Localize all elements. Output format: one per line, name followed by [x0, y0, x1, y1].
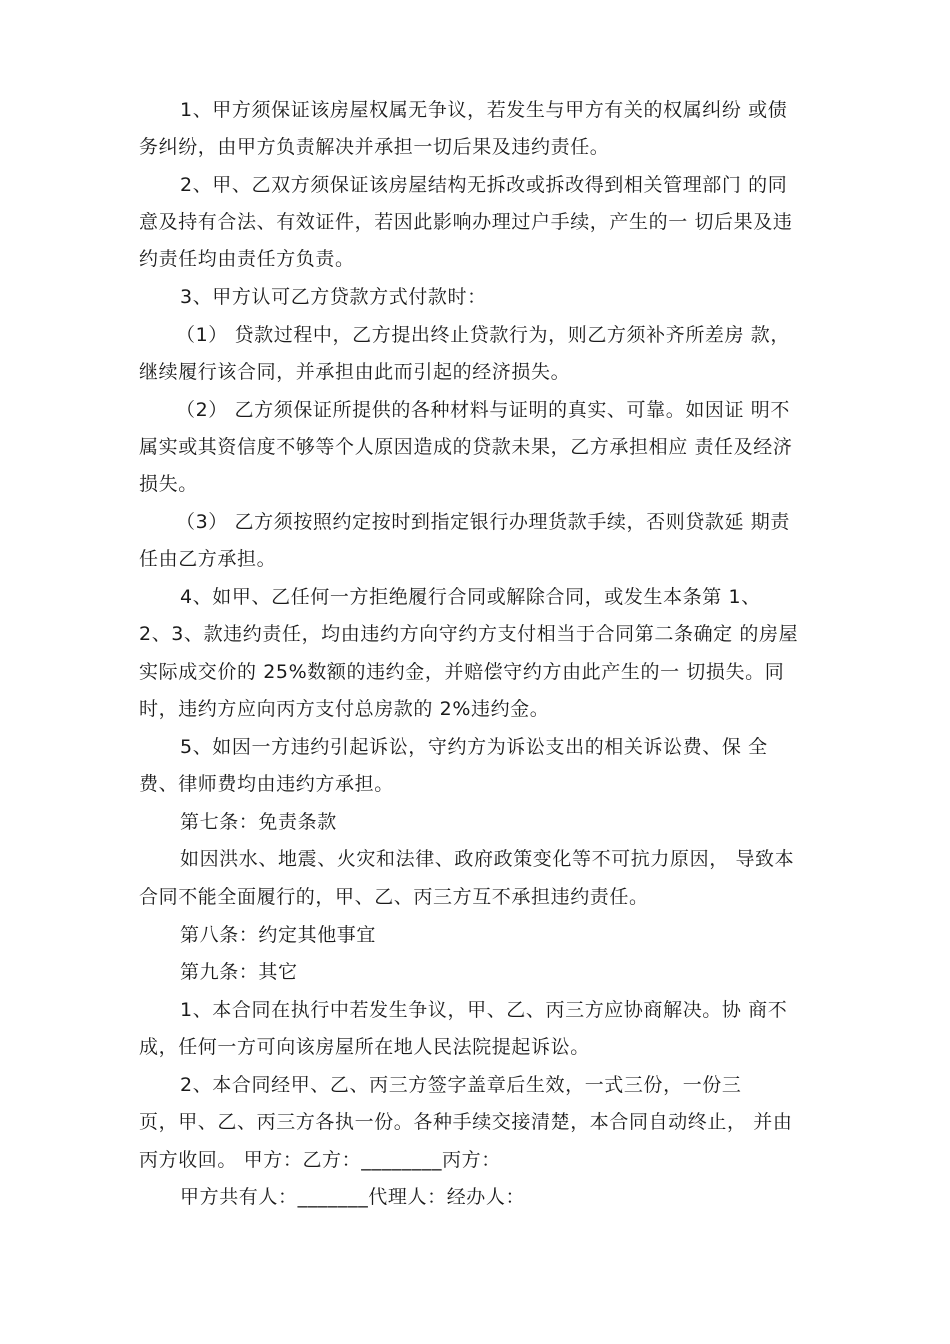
section-heading: 第七条：免责条款 [180, 811, 337, 833]
text-line: 页，甲、乙、丙三方各执一份。各种手续交接清楚，本合同自动终止， 并由 [139, 1111, 793, 1133]
text-line: 约责任均由责任方负责。 [139, 248, 355, 270]
text-line: 2、3、款违约责任，均由违约方向守约方支付相当于合同第二条确定 的房屋 [139, 623, 799, 645]
text-line: 费、律师费均由违约方承担。 [139, 773, 394, 795]
section-heading: 第九条：其它 [180, 961, 298, 983]
text-line: 损失。 [139, 473, 198, 495]
text-line: 继续履行该合同，并承担由此而引起的经济损失。 [139, 361, 571, 383]
signature-line: 甲方共有人：_______代理人：经办人： [180, 1186, 526, 1208]
text-line: （2） 乙方须保证所提供的各种材料与证明的真实、可靠。如因证 明不 [176, 399, 790, 421]
text-line: 属实或其资信度不够等个人原因造成的贷款未果，乙方承担相应 责任及经济 [139, 436, 793, 458]
text-line: 1、本合同在执行中若发生争议，甲、乙、丙三方应协商解决。协 商不 [180, 999, 788, 1021]
text-line: （3） 乙方须按照约定按时到指定银行办理货款手续，否则贷款延 期责 [176, 511, 790, 533]
text-line: 1、甲方须保证该房屋权属无争议，若发生与甲方有关的权属纠纷 或债 [180, 99, 788, 121]
text-line: 意及持有合法、有效证件，若因此影响办理过户手续，产生的一 切后果及违 [139, 211, 793, 233]
text-line: 4、如甲、乙任何一方拒绝履行合同或解除合同，或发生本条第 1、 [180, 586, 761, 608]
text-line: （1） 贷款过程中，乙方提出终止贷款行为，则乙方须补齐所差房 款， [176, 324, 790, 346]
text-line: 5、如因一方违约引起诉讼，守约方为诉讼支出的相关诉讼费、保 全 [180, 736, 768, 758]
section-heading: 第八条：约定其他事宜 [180, 924, 377, 946]
text-line: 2、本合同经甲、乙、丙三方签字盖章后生效，一式三份，一份三 [180, 1074, 742, 1096]
text-line: 成，任何一方可向该房屋所在地人民法院提起诉讼。 [139, 1036, 590, 1058]
text-line: 实际成交价的 25%数额的违约金，并赔偿守约方由此产生的一 切损失。同 [139, 661, 785, 683]
text-line: 3、甲方认可乙方贷款方式付款时： [180, 286, 487, 308]
text-line: 2、甲、乙双方须保证该房屋结构无拆改或拆改得到相关管理部门 的同 [180, 174, 788, 196]
text-line: 任由乙方承担。 [139, 548, 277, 570]
signature-line: 丙方收回。 甲方：乙方：________丙方： [139, 1149, 501, 1171]
text-line: 务纠纷，由甲方负责解决并承担一切后果及违约责任。 [139, 136, 610, 158]
text-line: 如因洪水、地震、火灾和法律、政府政策变化等不可抗力原因， 导致本 [180, 848, 795, 870]
text-line: 合同不能全面履行的，甲、乙、丙三方互不承担违约责任。 [139, 886, 649, 908]
text-line: 时，违约方应向丙方支付总房款的 2%违约金。 [139, 698, 550, 720]
